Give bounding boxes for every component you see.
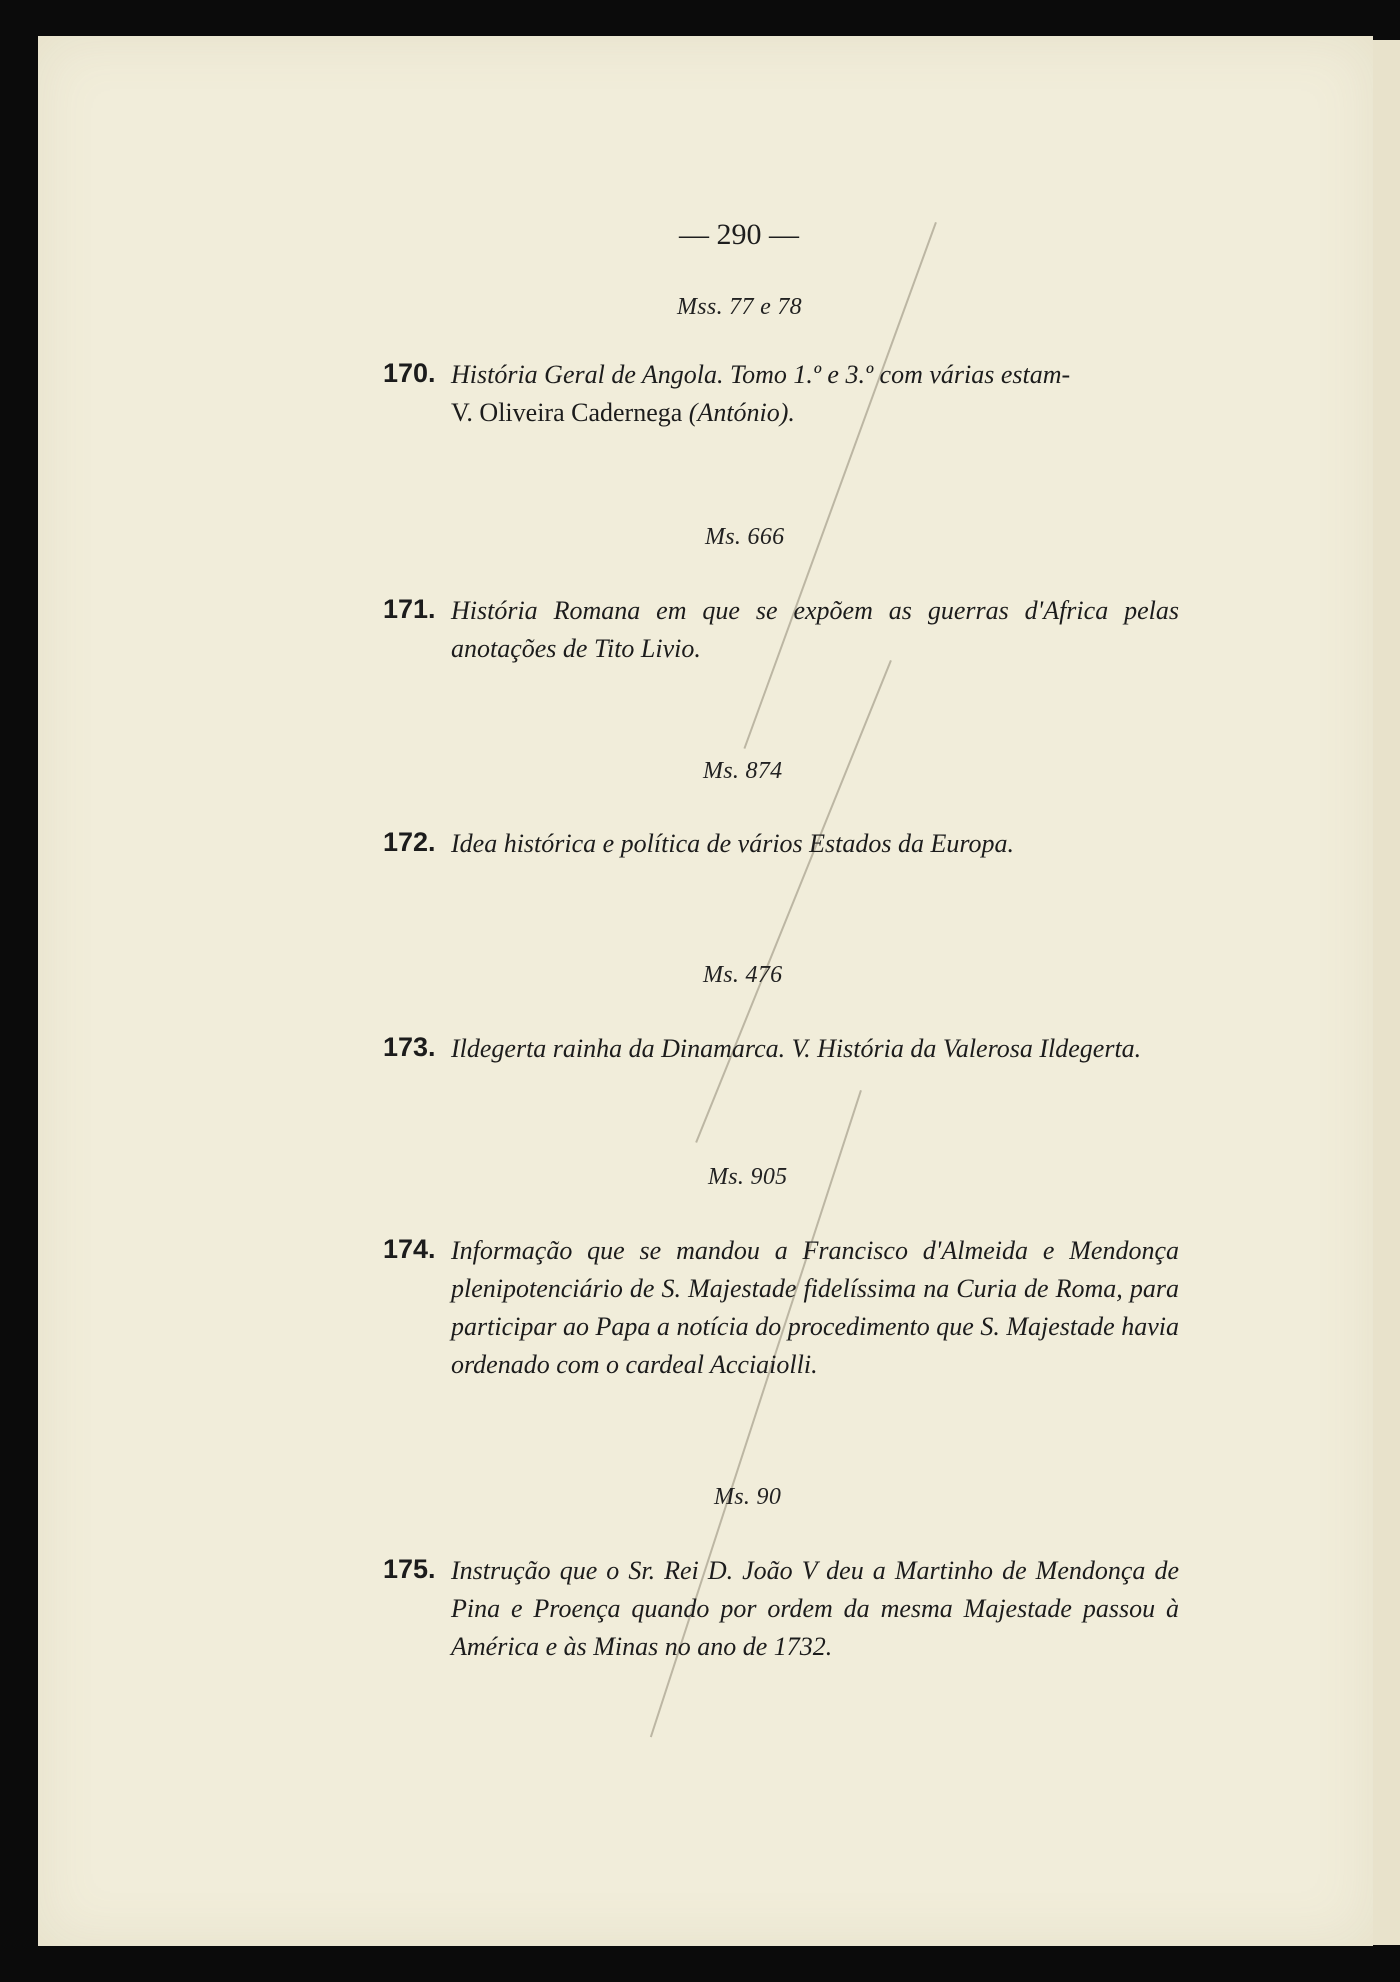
page-edge-strip [1373, 40, 1400, 1945]
manuscript-reference: Ms. 666 [705, 524, 785, 550]
manuscript-reference: Ms. 90 [714, 1484, 782, 1510]
entry-number: 170. [383, 358, 436, 388]
scan-border [38, 1946, 1400, 1982]
entry-text: Instrução que o Sr. Rei D. João V deu a Martinho de Mendonça de Pina e Proença quando por ordem da mesma Majestade passou à América e às Minas no ano de 1732. [451, 1556, 1179, 1661]
entry-number: 175. [383, 1554, 436, 1584]
entry-text: Idea histórica e política de vários Estados da Europa. [451, 829, 1015, 858]
manuscript-reference: Ms. 905 [708, 1164, 788, 1190]
entry-text: História Romana em que se expõem as guerras d'Africa pelas anotações de Tito Livio. [451, 596, 1179, 663]
entry-author: V. Oliveira Cadernega [451, 398, 683, 427]
entry-text: Ildegerta rainha da Dinamarca. V. História da Valerosa Ildegerta. [451, 1034, 1142, 1063]
manuscript-reference: Ms. 476 [703, 962, 783, 988]
entry-number: 171. [383, 594, 436, 624]
entry-author-name: (António). [682, 398, 795, 427]
entry-number: 173. [383, 1032, 436, 1062]
entry-number: 174. [383, 1234, 436, 1264]
manuscript-reference: Ms. 874 [703, 758, 783, 784]
entry-number: 172. [383, 827, 436, 857]
entry-title: História Geral de Angola. Tomo 1.º e 3.º com várias estam- [451, 360, 1071, 389]
page-number: — 290 — [679, 218, 799, 251]
entry-text: Informação que se mandou a Francisco d'Almeida e Mendonça plenipotenciário de S. Majestade fidelíssima na Curia de Roma, para participar ao Papa a notícia do procedimento que S. Majestade havia ordenado com o cardeal Acciaiolli. [451, 1236, 1179, 1379]
entry-text [451, 356, 1179, 432]
manuscript-reference: Mss. 77 e 78 [677, 294, 802, 320]
